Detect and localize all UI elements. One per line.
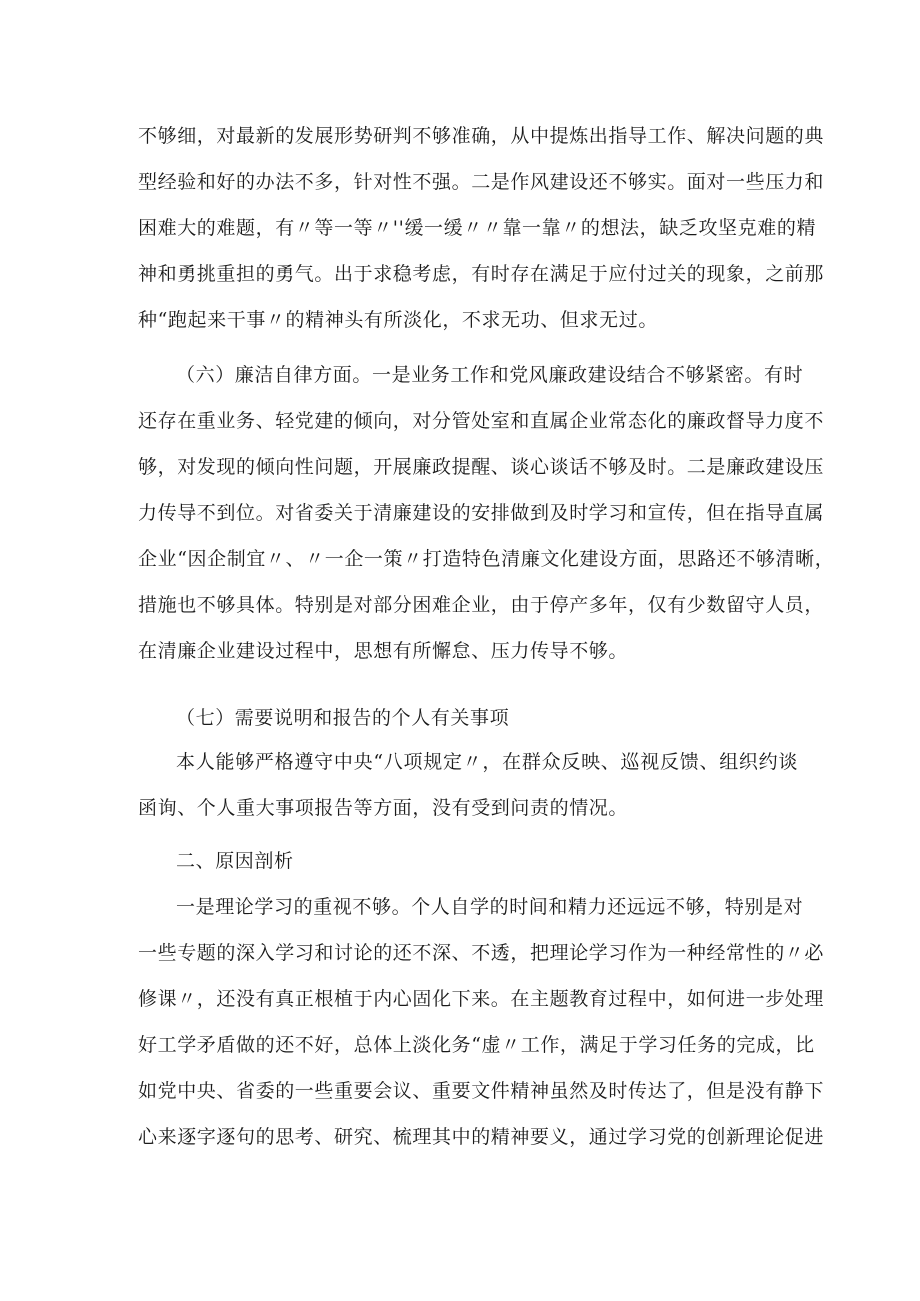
text-line: 修课〃，还没有真正根植于内心固化下来。在主题教育过程中，如何进一步处理: [138, 988, 825, 1010]
text-line: 种“跑起来干事〃的精神头有所淡化，不求无功、但求无过。: [138, 309, 658, 331]
text-line: 困难大的难题，有〃等一等〃''缓一缓〃〃靠一靠〃的想法，缺乏攻坚克难的精: [138, 217, 817, 239]
text-line: 心来逐字逐句的思考、研究、梳理其中的精神要义，通过学习党的创新理论促进: [138, 1126, 825, 1148]
text-line: 一是理论学习的重视不够。个人自学的时间和精力还远远不够，特别是对: [176, 896, 804, 918]
text-line: 还存在重业务、轻党建的倾向，对分管处室和直属企业常态化的廉政督导力度不: [138, 410, 825, 432]
text-line: （六）廉洁自律方面。一是业务工作和党风廉政建设结合不够紧密。有时: [176, 364, 804, 386]
text-line: 好工学矛盾做的还不好，总体上淡化务“虚〃工作，满足于学习任务的完成，比: [138, 1034, 815, 1056]
text-line: 够，对发现的倾向性问题，开展廉政提醒、谈心谈话不够及时。二是廉政建设压: [138, 456, 825, 478]
text-line: 函询、个人重大事项报告等方面，没有受到问责的情况。: [138, 797, 629, 819]
heading-text: 二、原因剖析: [176, 850, 294, 872]
text-line: 神和勇挑重担的勇气。出于求稳考虑，有时存在满足于应付过关的现象，之前那: [138, 263, 825, 285]
text-line: 如党中央、省委的一些重要会议、重要文件精神虽然及时传达了，但是没有静下: [138, 1080, 825, 1102]
text-line: 一些专题的深入学习和讨论的还不深、不透，把理论学习作为一种经常性的〃必: [138, 942, 825, 964]
text-line: 在清廉企业建设过程中，思想有所懈怠、压力传导不够。: [138, 640, 629, 662]
heading-text: （七）需要说明和报告的个人有关事项: [176, 707, 510, 729]
section-heading-cause-analysis: [176, 838, 294, 884]
text-line: 力传导不到位。对省委关于清廉建设的安排做到及时学习和宣传，但在指导直属: [138, 502, 825, 524]
section-heading-personal-matters: [176, 695, 509, 741]
paragraph-work-style: [138, 113, 825, 343]
paragraph-eight-rules: [138, 739, 798, 831]
text-line: 措施也不够具体。特别是对部分困难企业，由于停产多年，仅有少数留守人员，: [138, 594, 825, 616]
text-line: 企业“因企制宜〃、〃一企一策〃打造特色清廉文化建设方面，思路还不够清晰，: [138, 548, 835, 570]
text-line: 型经验和好的办法不多，针对性不强。二是作风建设还不够实。面对一些压力和: [138, 171, 825, 193]
text-line: 不够细，对最新的发展形势研判不够准确，从中提炼出指导工作、解决问题的典: [138, 125, 825, 147]
paragraph-theory-study: [138, 884, 825, 1160]
paragraph-integrity: [138, 352, 835, 674]
text-line: 本人能够严格遵守中央“八项规定〃，在群众反映、巡视反馈、组织约谈: [176, 751, 798, 773]
